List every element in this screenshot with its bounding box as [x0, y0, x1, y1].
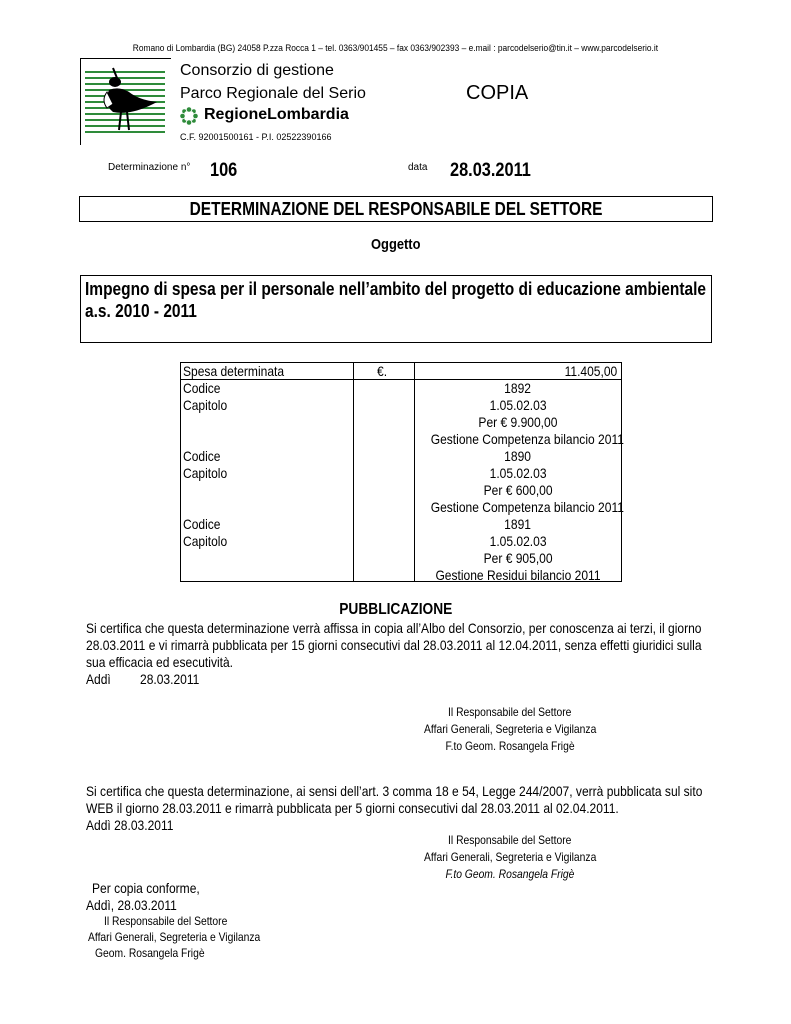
determination-number: 106 — [210, 160, 238, 181]
determination-date: 28.03.2011 — [450, 160, 531, 181]
determination-number-label: Determinazione n° — [108, 162, 191, 173]
capitolo-value: 1.05.02.03 — [489, 465, 547, 481]
signature-office: Affari Generali, Segreteria e Vigilanza — [423, 722, 597, 736]
signature-role: Il Responsabile del Settore — [448, 705, 572, 719]
copy-conformity-date: Addì, 28.03.2011 — [86, 897, 177, 913]
expense-table — [180, 362, 622, 582]
subject-text: Impegno di spesa per il personale nell’ambito del progetto di educazione ambientale a.s. 2010 - 2011 — [85, 279, 707, 321]
albo-paragraph-line: Si certifica che questa determinazione verrà affissa in copia all’Albo del Consorzio, per conoscenza ai terzi, il giorno — [86, 620, 702, 636]
capitolo-value: 1.05.02.03 — [489, 533, 547, 549]
gestione-value: Gestione Competenza bilancio 2011 — [430, 431, 624, 447]
addi-date: 28.03.2011 — [140, 671, 200, 687]
copy-conformity-office: Affari Generali, Segreteria e Vigilanza — [88, 930, 261, 944]
expense-label: Spesa determinata — [183, 363, 285, 379]
copy-conformity-name: Geom. Rosangela Frigè — [95, 946, 205, 960]
gestione-value: Gestione Competenza bilancio 2011 — [430, 499, 624, 515]
web-paragraph-line: Si certifica che questa determinazione, ai sensi dell’art. 3 comma 18 e 54, Legge 244/2007, verrà pubblicata sul sito — [86, 783, 703, 799]
signature-office: Affari Generali, Segreteria e Vigilanza — [423, 850, 597, 864]
albo-paragraph-line: 28.03.2011 e vi rimarrà pubblicata per 15 giorni consecutivi dal 28.03.2011 al 12.04.2011, senza effetti giuridici sulla — [86, 637, 702, 653]
codice-value: 1890 — [504, 448, 532, 464]
codice-value: 1892 — [504, 380, 532, 396]
expense-total: 11.405,00 — [564, 363, 617, 379]
expense-currency: €. — [377, 363, 388, 379]
codice-label: Codice — [183, 516, 221, 532]
document-title: DETERMINAZIONE DEL RESPONSABILE DEL SETTORE — [79, 196, 713, 222]
header-contact-line: Romano di Lombardia (BG) 24058 P.zza Rocca 1 – tel. 0363/901455 – fax 0363/902393 – e.mail : parcodelserio@tin.it – www.parcodelserio.it — [132, 43, 659, 53]
copy-conformity-line: Per copia conforme, — [92, 880, 200, 896]
capitolo-value: 1.05.02.03 — [489, 397, 547, 413]
fiscal-codes: C.F. 92001500161 - P.I. 02522390166 — [180, 132, 332, 142]
web-paragraph-line: WEB il giorno 28.03.2011 e rimarrà pubblicata per 5 giorni consecutivi dal 28.03.2011 al 02.04.2011. — [86, 800, 619, 816]
copy-conformity-role: Il Responsabile del Settore — [104, 914, 228, 928]
signature-role: Il Responsabile del Settore — [448, 833, 572, 847]
publication-heading: PUBBLICAZIONE — [338, 601, 453, 618]
capitolo-label: Capitolo — [183, 397, 228, 413]
addi-label: Addì — [86, 671, 111, 687]
subject-box — [80, 275, 712, 343]
subject-heading: Oggetto — [370, 236, 421, 253]
amount-value: Per € 9.900,00 — [478, 414, 558, 430]
albo-paragraph-line: sua efficacia ed esecutività. — [86, 654, 234, 670]
amount-value: Per € 905,00 — [483, 550, 553, 566]
signature-name: F.to Geom. Rosangela Frigè — [445, 867, 575, 881]
codice-value: 1891 — [504, 516, 532, 532]
lapwing-bird-logo-icon — [83, 60, 167, 140]
rosa-camuna-icon — [180, 107, 198, 125]
amount-value: Per € 600,00 — [483, 482, 553, 498]
codice-label: Codice — [183, 448, 221, 464]
org-name-line2: Parco Regionale del Serio — [180, 85, 366, 102]
capitolo-label: Capitolo — [183, 465, 228, 481]
codice-label: Codice — [183, 380, 221, 396]
web-addi-line: Addì 28.03.2011 — [86, 817, 174, 833]
signature-name: F.to Geom. Rosangela Frigè — [445, 739, 575, 753]
capitolo-label: Capitolo — [183, 533, 228, 549]
region-logo-text: RegioneLombardia — [204, 106, 349, 123]
table-col-divider — [353, 363, 354, 581]
copy-stamp: COPIA — [466, 82, 529, 104]
org-name-line1: Consorzio di gestione — [180, 62, 334, 79]
gestione-value: Gestione Residui bilancio 2011 — [435, 567, 601, 583]
determination-date-label: data — [408, 162, 428, 173]
